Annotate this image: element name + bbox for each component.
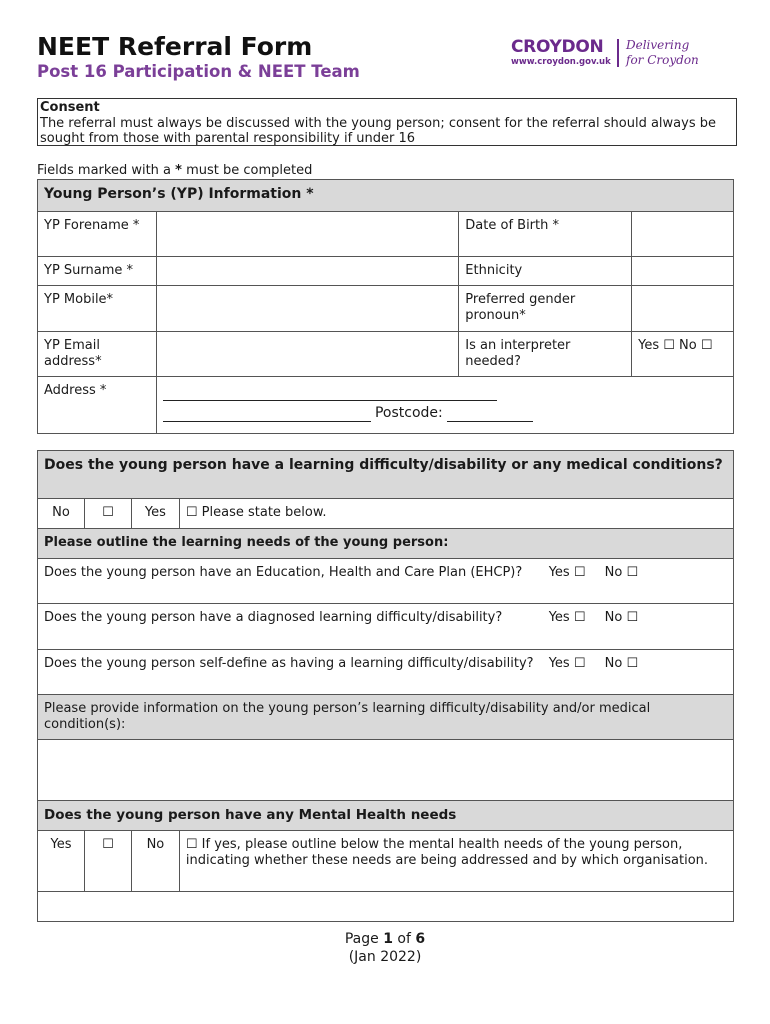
footer-date: (Jan 2022) — [348, 949, 422, 965]
mh-yes-checkbox[interactable]: ☐ — [84, 831, 131, 892]
ld-no-checkbox[interactable]: ☐ — [84, 499, 131, 529]
ld-yes-checkbox[interactable]: ☐ Please state below. — [179, 499, 733, 529]
ehcp-no[interactable]: No ☐ — [599, 559, 734, 604]
forename-label: YP Forename * — [38, 212, 157, 257]
postcode-field[interactable] — [447, 409, 533, 422]
ethnicity-label: Ethnicity — [459, 257, 632, 286]
ethnicity-field[interactable] — [632, 257, 734, 286]
logo-divider — [617, 39, 619, 67]
dob-label: Date of Birth * — [459, 212, 632, 257]
mobile-field[interactable] — [156, 286, 458, 332]
email-field[interactable] — [156, 332, 458, 377]
surname-label: YP Surname * — [38, 257, 157, 286]
self-define-yes[interactable]: Yes ☐ — [543, 650, 599, 695]
ehcp-question: Does the young person have an Education, Health and Care Plan (EHCP)? — [38, 559, 543, 604]
ld-heading: Does the young person have a learning difficulty/disability or any medical conditions? — [38, 451, 734, 499]
ehcp-yes[interactable]: Yes ☐ — [543, 559, 599, 604]
croydon-logo — [511, 37, 711, 73]
mh-details-field[interactable] — [38, 892, 734, 922]
interpreter-label: Is an interpreter needed? — [459, 332, 632, 377]
consent-box — [37, 98, 737, 146]
self-define-question: Does the young person self-define as having a learning difficulty/disability? — [38, 650, 543, 695]
yp-info-heading: Young Person’s (YP) Information * — [38, 180, 734, 212]
ld-yes-label: Yes — [131, 499, 179, 529]
surname-field[interactable] — [156, 257, 458, 286]
interpreter-options[interactable]: Yes ☐ No ☐ — [632, 332, 734, 377]
consent-heading: Consent — [40, 100, 100, 115]
postcode-label: Postcode: — [374, 405, 443, 421]
required-fields-note: Fields marked with a * must be completed — [37, 163, 313, 178]
mh-heading: Does the young person have any Mental Health needs — [38, 801, 734, 831]
diagnosed-question: Does the young person have a diagnosed learning difficulty/disability? — [38, 604, 543, 650]
logo-name: CROYDON — [511, 37, 604, 57]
logo-tagline: Delivering for Croydon — [626, 38, 699, 67]
yp-info-table — [37, 179, 734, 434]
pronoun-field[interactable] — [632, 286, 734, 332]
ld-info-field[interactable] — [38, 740, 734, 801]
ld-info-heading: Please provide information on the young person’s learning difficulty/disability and/or medical condition(s): — [38, 695, 734, 740]
page-subtitle: Post 16 Participation & NEET Team — [37, 62, 360, 81]
pronoun-label: Preferred gender pronoun* — [459, 286, 632, 332]
ld-no-label: No — [38, 499, 85, 529]
page-footer — [0, 930, 770, 966]
self-define-no[interactable]: No ☐ — [599, 650, 734, 695]
address-label: Address * — [38, 377, 157, 434]
mh-yes-label: Yes — [38, 831, 85, 892]
forename-field[interactable] — [156, 212, 458, 257]
diagnosed-no[interactable]: No ☐ — [599, 604, 734, 650]
mobile-label: YP Mobile* — [38, 286, 157, 332]
address-field[interactable] — [156, 377, 733, 434]
page-title: NEET Referral Form — [37, 32, 313, 61]
logo-url: www.croydon.gov.uk — [511, 57, 611, 67]
email-label: YP Email address* — [38, 332, 157, 377]
page-number: Page 1 of 6 — [344, 931, 426, 947]
mh-no-checkbox-text[interactable]: ☐ If yes, please outline below the mental health needs of the young person, indicating whether these needs are being addressed and by which organisation. — [179, 831, 733, 892]
mh-no-label: No — [131, 831, 179, 892]
ld-outline-heading: Please outline the learning needs of the young person: — [38, 529, 734, 559]
consent-text: The referral must always be discussed with the young person; consent for the referral should always be sought from those with parental responsibility if under 16 — [40, 115, 716, 146]
dob-field[interactable] — [632, 212, 734, 257]
diagnosed-yes[interactable]: Yes ☐ — [543, 604, 599, 650]
learning-needs-table — [37, 450, 734, 922]
